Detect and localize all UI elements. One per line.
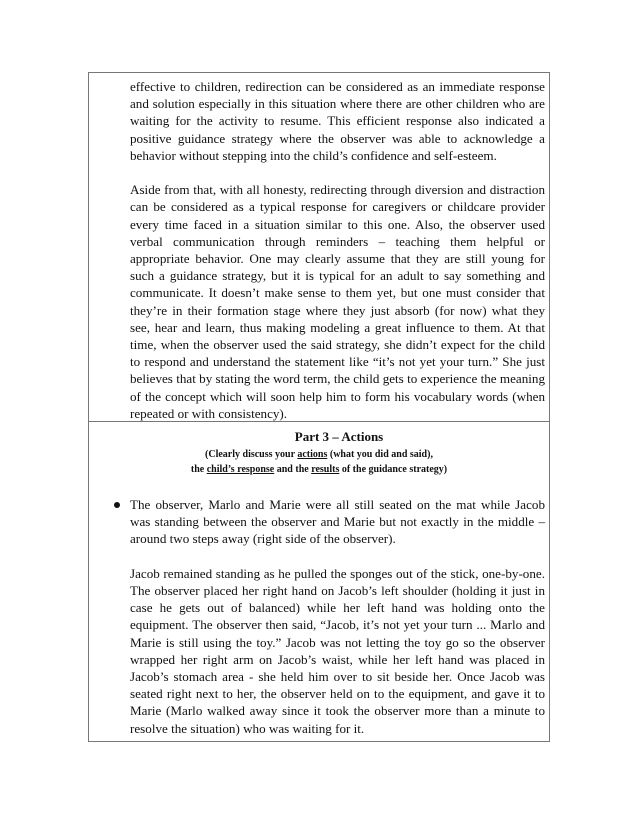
actions-text bbox=[130, 496, 545, 737]
bullet-icon bbox=[114, 502, 120, 508]
instr-results: results bbox=[311, 464, 340, 475]
analysis-paragraph-2: Aside from that, with all honesty, redirecting through diversion and distraction can be considered as a typical response for caregivers or childcare provider every time faced in a situation similar to this one. Also, the observer used verbal communication through reminders – teaching them helpful or appropriate behavior. One may clearly assume that they are still young for such a guidance strategy, but it is typical for an adult to say something and communicate. It doesn’t make sense to them yet, but one must consider that they’re in their formation stage where they just absorb (for now) what they see, hear and learn, thus making modeling a great influence to them. At that time, when the observer used the said strategy, she didn’t expect for the child to respond and understand the statement like “it’s not yet your turn.” She just believes that by stating the word term, the child gets to experience the meaning of the concept which will soon help him to form his vocabulary words (when repeated or with consistency). bbox=[130, 182, 545, 421]
actions-cell bbox=[89, 422, 549, 741]
analysis-paragraph-1: effective to children, redirection can be considered as an immediate response and solution especially in this situation where there are other children who are waiting for the activity to resume. This efficient response also indicated a positive guidance strategy where the observer was able to acknowledge a behavior without stepping into the child’s confidence and self-esteem. bbox=[130, 79, 545, 163]
instr-childs-response: child’s response bbox=[206, 464, 275, 475]
instr-text: the bbox=[190, 464, 207, 475]
assignment-table bbox=[88, 72, 550, 742]
part3-header bbox=[89, 428, 549, 477]
analysis-cell bbox=[89, 73, 549, 422]
instr-text: of the guidance strategy) bbox=[339, 464, 448, 475]
actions-paragraph-1: The observer, Marlo and Marie were all still seated on the mat while Jacob was standing between the observer and Marie but not exactly in the middle – around two steps away (right side of the observer). bbox=[130, 497, 545, 547]
part3-title: Part 3 – Actions bbox=[294, 429, 384, 444]
part3-instructions bbox=[89, 447, 549, 477]
instr-text: (what you did and said), bbox=[327, 449, 433, 460]
actions-paragraph-2: Jacob remained standing as he pulled the sponges out of the stick, one-by-one. The observer placed her right hand on Jacob’s left shoulder (holding it just in case he gets out of balanced) while her left hand was holding onto the equipment. The observer then said, “Jacob, it’s not yet your turn ... Marlo and Marie is still using the toy.” Jacob was not letting the toy go so the observer wrapped her right arm on Jacob’s waist, while her left hand was placed in Jacob’s stomach area - she held him over to sit beside her. Once Jacob was seated right next to her, the observer held on to the equipment, and gave it to Marie (Marlo walked away since it took the observer more than a minute to resolve the situation) who was waiting for it. bbox=[130, 565, 545, 736]
instr-text: (Clearly discuss your bbox=[205, 449, 298, 460]
analysis-text bbox=[130, 78, 545, 422]
instructions-line-1 bbox=[89, 447, 549, 462]
instr-actions: actions bbox=[297, 449, 328, 460]
instructions-line-2 bbox=[89, 462, 549, 477]
instr-text: and the bbox=[274, 464, 312, 475]
